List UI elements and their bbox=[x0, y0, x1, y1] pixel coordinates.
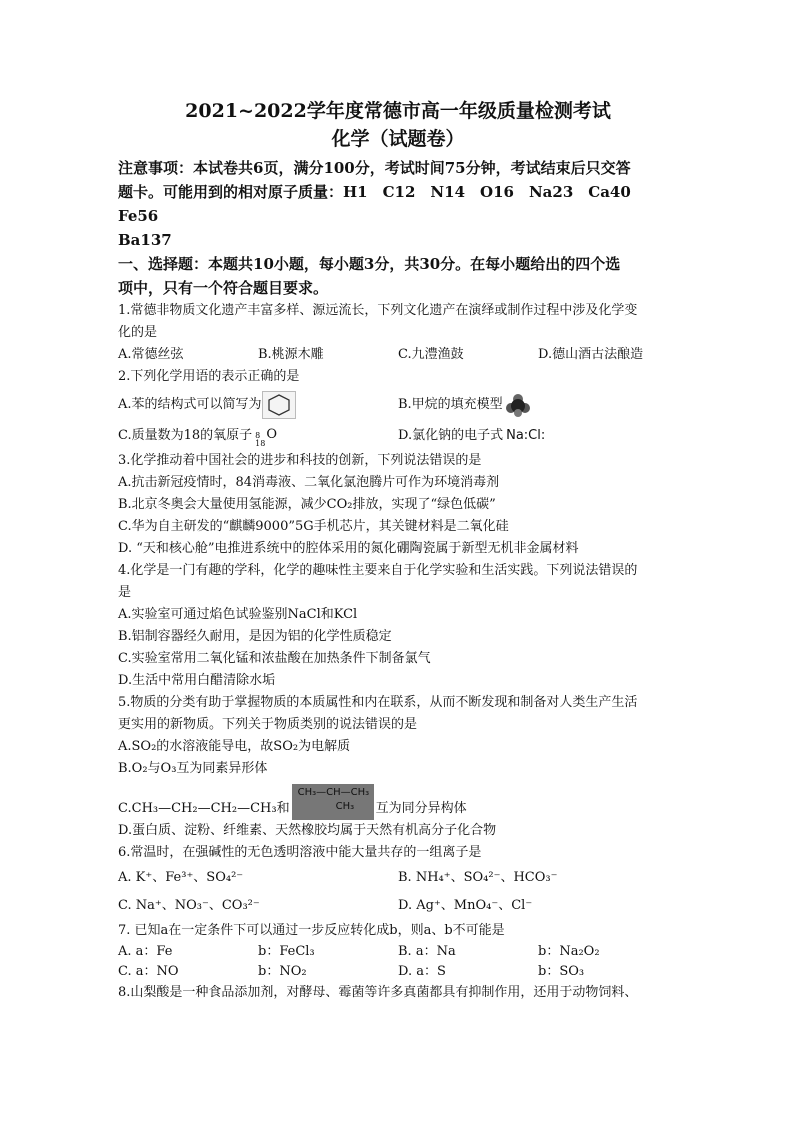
exam-page bbox=[118, 98, 678, 1004]
option-a-b: b：FeCl₃ bbox=[258, 944, 315, 959]
benzene-ring-icon bbox=[262, 391, 296, 419]
option-b: B.O₂与O₃互为同素异形体 bbox=[118, 761, 268, 776]
option-b: B.北京冬奥会大量使用氢能源，减少CO₂排放，实现了“绿色低碳” bbox=[118, 497, 496, 512]
option-a: A.实验室可通过焰色试验鉴别NaCl和KCl bbox=[118, 607, 358, 622]
option-a: A.SO₂的水溶液能导电，故SO₂为电解质 bbox=[118, 739, 351, 754]
option-b: B.铝制容器经久耐用，是因为铝的化学性质稳定 bbox=[118, 629, 392, 644]
question-4: 4.化学是一门有趣的学科，化学的趣味性主要来自于化学实验和生活实践。下列说法错误的 是 A.实验室可通过焰色试验鉴别NaCl和KCl B.铝制容器经久耐用，是因为铝的化学性质稳定 C.实验室常用二氧化锰和浓盐酸在加热条件下制备氯气 D.生活中常用白醋清除水垢 bbox=[118, 560, 678, 692]
section-heading: 一、选择题：本题共10小题，每小题3分，共30分。在每小题给出的四个选 项中，只有一个符合题目要求。 bbox=[118, 255, 621, 297]
option-a: A.抗击新冠疫情时，84消毒液、二氧化氯泡腾片可作为环境消毒剂 bbox=[118, 475, 500, 490]
option-c: C.华为自主研发的“麒麟9000”5G手机芯片，其关键材料是二氧化硅 bbox=[118, 519, 509, 534]
question-6: 6.常温时，在强碱性的无色透明溶液中能大量共存的一组离子是 A. K⁺、Fe³⁺、SO₄²⁻ B. NH₄⁺、SO₄²⁻、HCO₃⁻ C. Na⁺、NO₃⁻、CO₃²⁻ D. Ag⁺、MnO₄⁻、Cl⁻ bbox=[118, 842, 678, 920]
question-3: 3.化学推动着中国社会的进步和科技的创新，下列说法错误的是 A.抗击新冠疫情时，84消毒液、二氧化氯泡腾片可作为环境消毒剂 B.北京冬奥会大量使用氢能源，减少CO₂排放，实现了“绿色低碳” C.华为自主研发的“麒麟9000”5G手机芯片，其关键材料是二氧化硅 D. “天和核心舱”电推进系统中的腔体采用的氮化硼陶瓷属于新型无机非金属材料 bbox=[118, 450, 678, 560]
option-d: D. “天和核心舱”电推进系统中的腔体采用的氮化硼陶瓷属于新型无机非金属材料 bbox=[118, 541, 579, 556]
option-c: C.九澧渔鼓 bbox=[398, 347, 464, 362]
option-c: C.实验室常用二氧化锰和浓盐酸在加热条件下制备氯气 bbox=[118, 651, 431, 666]
option-b: B.桃源木雕 bbox=[258, 347, 324, 362]
option-b-a: B. a：Na bbox=[398, 944, 456, 959]
option-d: D.蛋白质、淀粉、纤维素、天然橡胶均属于天然有机高分子化合物 bbox=[118, 823, 497, 838]
option-b: B.甲烷的填充模型 bbox=[398, 391, 678, 419]
option-d: D.氯化钠的电子式 Na:Cl: bbox=[398, 425, 678, 447]
notice: 注意事项：本试卷共6页，满分100分，考试时间75分钟，考试结束后只交答 题卡。可能用到的相对原子质量：H1 C12 N14 O16 Na23 Ca40 Fe56 Ba137 bbox=[118, 159, 646, 249]
option-d-b: b：SO₃ bbox=[538, 964, 585, 979]
option-c-a: C. a：NO bbox=[118, 964, 179, 979]
question-8: 8.山梨酸是一种食品添加剂，对酵母、霉菌等许多真菌都具有抑制作用，还用于动物饲料、 bbox=[118, 985, 638, 1000]
page-title: 2021~2022学年度常德市高一年级质量检测考试 bbox=[185, 100, 611, 122]
nacl-electron-formula: Na:Cl: bbox=[506, 428, 546, 443]
option-d: D. Ag⁺、MnO₄⁻、Cl⁻ bbox=[398, 898, 533, 913]
question-1: 1.常德非物质文化遗产丰富多样、源远流长，下列文化遗产在演绎或制作过程中涉及化学变 化的是 A.常德丝弦 B.桃源木雕 C.九澧渔鼓 D.德山酒古法酿造 bbox=[118, 300, 678, 366]
option-a-a: A. a：Fe bbox=[118, 944, 173, 959]
option-c: C.质量数为18的氧原子 8 18 O bbox=[118, 424, 398, 448]
option-d: D.德山酒古法酿造 bbox=[538, 347, 644, 362]
option-b: B. NH₄⁺、SO₄²⁻、HCO₃⁻ bbox=[398, 870, 558, 885]
oxygen-isotope: 8 18 O bbox=[255, 427, 278, 448]
page-subtitle: 化学（试题卷） bbox=[331, 128, 465, 150]
question-2: 2.下列化学用语的表示正确的是 A.苯的结构式可以简写为 B.甲烷的填充模型 C.质量数为18的氧原子 8 18 O D.氯化钠的电子式 Na:Cl: bbox=[118, 366, 678, 450]
option-a: A.常德丝弦 bbox=[118, 347, 184, 362]
option-d-a: D. a：S bbox=[398, 964, 446, 979]
question-5: 5.物质的分类有助于掌握物质的本质属性和内在联系，从而不断发现和制备对人类生产生活 更实用的新物质。下列关于物质类别的说法错误的是 A.SO₂的水溶液能导电，故SO₂为电解质 B.O₂与O₃互为同素异形体 C.CH₃—CH₂—CH₂—CH₃和 CH₃—CH—CH₃ CH₃ 互为同分异构体 D.蛋白质、淀粉、纤维素、天然橡胶均属于天然有机高分子化合物 bbox=[118, 692, 678, 842]
option-b-b: b：Na₂O₂ bbox=[538, 944, 600, 959]
option-c: C.CH₃—CH₂—CH₂—CH₃和 CH₃—CH—CH₃ CH₃ 互为同分异构体 bbox=[118, 780, 678, 820]
methane-space-filling-model-icon bbox=[503, 391, 533, 419]
option-a: A.苯的结构式可以简写为 bbox=[118, 391, 398, 419]
option-c: C. Na⁺、NO₃⁻、CO₃²⁻ bbox=[118, 898, 260, 913]
option-d: D.生活中常用白醋清除水垢 bbox=[118, 673, 276, 688]
option-a: A. K⁺、Fe³⁺、SO₄²⁻ bbox=[118, 870, 244, 885]
question-7: 7. 已知a在一定条件下可以通过一步反应转化成b，则a、b不可能是 A. a：Fe b：FeCl₃ B. a：Na b：Na₂O₂ C. a：NO b：NO₂ D. a：S b：SO₃ bbox=[118, 920, 678, 982]
option-c-b: b：NO₂ bbox=[258, 964, 307, 979]
isobutane-structure: CH₃—CH—CH₃ CH₃ bbox=[292, 784, 374, 820]
